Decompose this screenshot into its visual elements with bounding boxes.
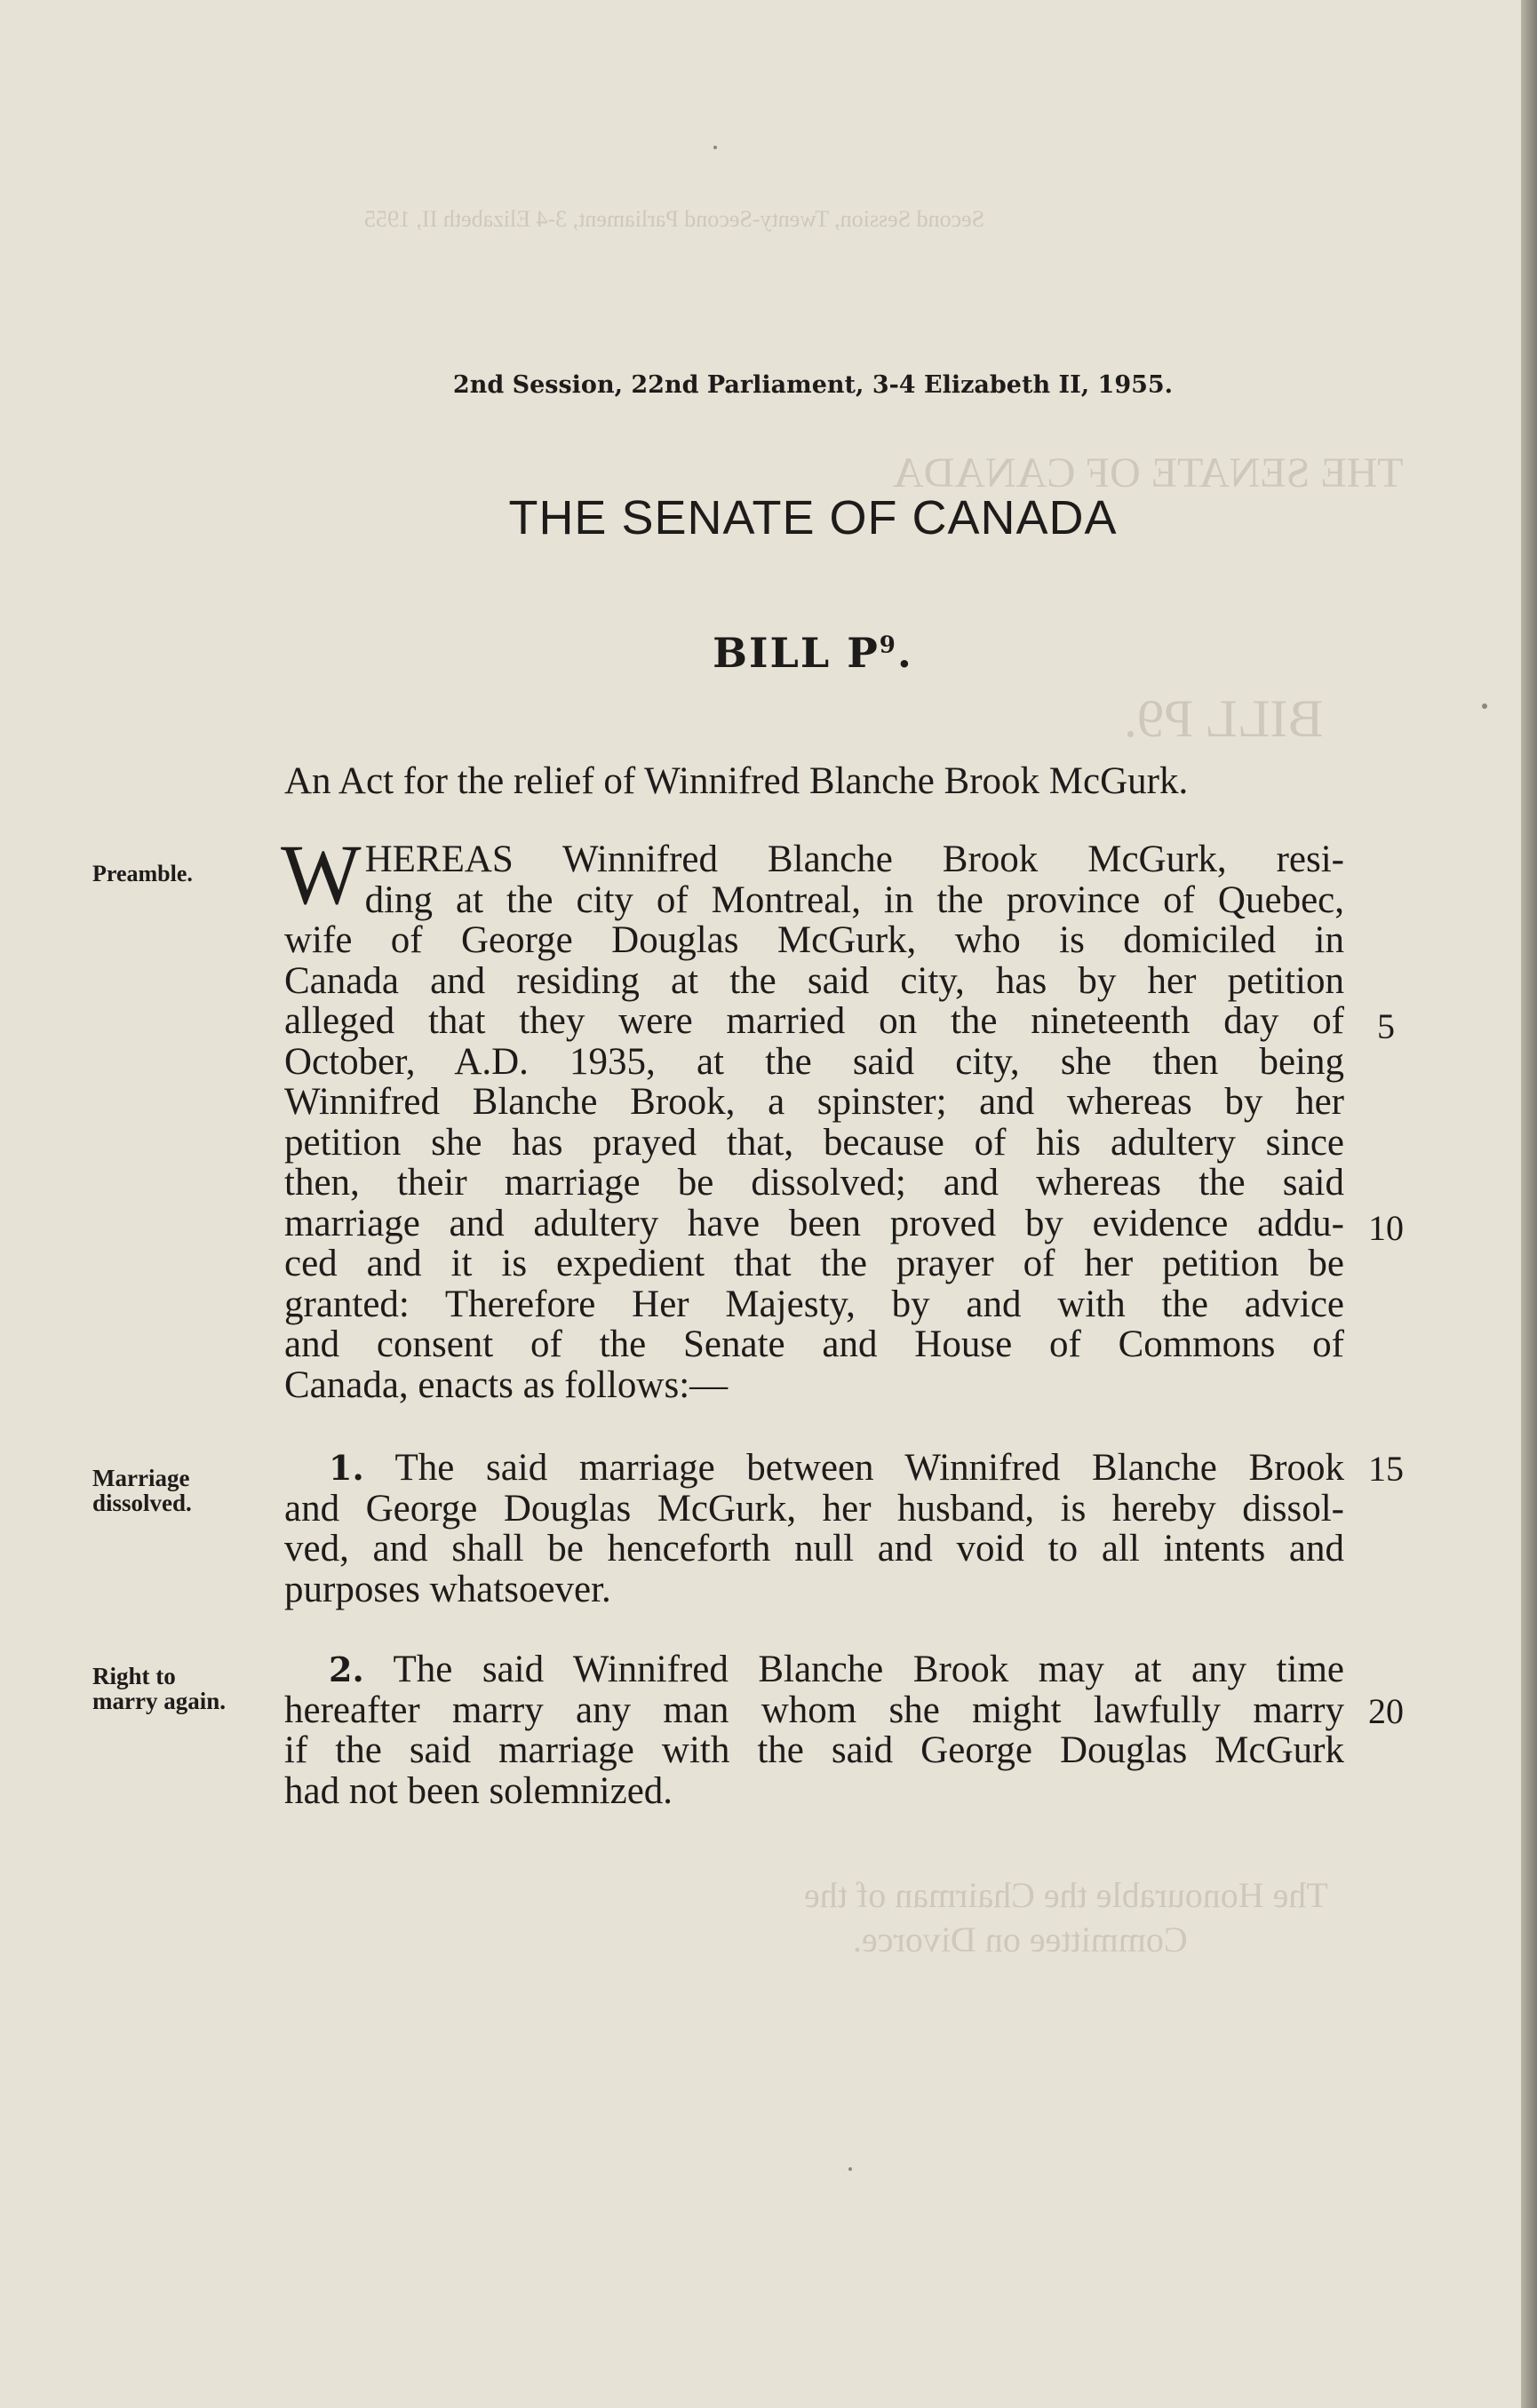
line-number: 10: [1368, 1208, 1404, 1248]
text-line: HEREAS Winnifred Blanche Brook McGurk, resi-: [364, 838, 1344, 880]
show-through-text: BILL P9.: [1124, 689, 1324, 748]
chamber-title: THE SENATE OF CANADA: [508, 491, 1118, 544]
speck: [1482, 703, 1487, 709]
show-through-text: THE SENATE OF CANADA: [893, 449, 1404, 497]
line-number: 20: [1368, 1691, 1404, 1731]
text-line: petition she has prayed that, because of his adultery since: [284, 1121, 1344, 1164]
text-line: ced and it is expedient that the prayer of her petition be: [284, 1243, 1344, 1284]
preamble-paragraph: [281, 827, 1344, 1406]
page-edge: [1521, 0, 1537, 2408]
text-line: Canada and residing at the said city, has by her petition: [284, 959, 1344, 1002]
show-through-text: Second Session, Twenty-Second Parliament, 3-4 Elizabeth II, 1955: [364, 206, 985, 232]
show-through-text: The Honourable the Chairman of the: [804, 1875, 1328, 1915]
section-1: [284, 1448, 1344, 1609]
text-line: had not been solemnized.: [284, 1769, 673, 1812]
margin-note-preamble: Preamble.: [92, 861, 193, 886]
line-number: 15: [1368, 1449, 1404, 1489]
session-line: 2nd Session, 22nd Parliament, 3-4 Elizabeth II, 1955.: [452, 371, 1174, 399]
section-number: 2.: [329, 1649, 364, 1689]
text-line: Canada, enacts as follows:—: [284, 1363, 729, 1406]
text-line: alleged that they were married on the nineteenth day of: [284, 1000, 1344, 1042]
show-through-text: Committee on Divorce.: [853, 1919, 1188, 1959]
text-line: 2. The said Winnifred Blanche Brook may at any time: [329, 1649, 1344, 1690]
text-line: granted: Therefore Her Majesty, by and with the advice: [284, 1283, 1344, 1325]
text-line: Winnifred Blanche Brook, a spinster; and whereas by her: [284, 1081, 1344, 1123]
margin-note-marriage-dissolved: Marriage dissolved.: [92, 1465, 192, 1516]
text-line: purposes whatsoever.: [284, 1568, 611, 1610]
text-line: 1. The said marriage between Winnifred Blanche Brook: [329, 1447, 1344, 1489]
text-line: wife of George Douglas McGurk, who is domiciled in: [284, 919, 1344, 961]
section-number: 1.: [329, 1448, 364, 1488]
drop-cap: W: [281, 827, 362, 922]
margin-note-right-to-marry: Right to marry again.: [92, 1663, 226, 1714]
text-line: October, A.D. 1935, at the said city, she then being: [284, 1040, 1344, 1083]
text-line: marriage and adultery have been proved by evidence addu-: [284, 1202, 1344, 1244]
line-number: 5: [1377, 1006, 1395, 1046]
text-line: ding at the city of Montreal, in the province of Quebec,: [364, 878, 1344, 921]
speck: [713, 146, 717, 149]
text-line: and George Douglas McGurk, her husband, is hereby dissol-: [284, 1487, 1344, 1530]
text-line: and consent of the Senate and House of Commons of: [284, 1323, 1344, 1365]
text-line: then, their marriage be dissolved; and whereas the said: [284, 1162, 1344, 1204]
section-2: [284, 1649, 1344, 1811]
act-title: An Act for the relief of Winnifred Blanche Brook McGurk.: [284, 760, 1189, 802]
speck: [848, 2167, 852, 2171]
bill-number: BILL $P^9$.: [713, 629, 913, 677]
text-line: ved, and shall be henceforth null and void to all intents and: [284, 1528, 1344, 1570]
text-line: if the said marriage with the said George Douglas McGurk: [284, 1729, 1344, 1771]
text-line: hereafter marry any man whom she might lawfully marry: [284, 1689, 1344, 1731]
